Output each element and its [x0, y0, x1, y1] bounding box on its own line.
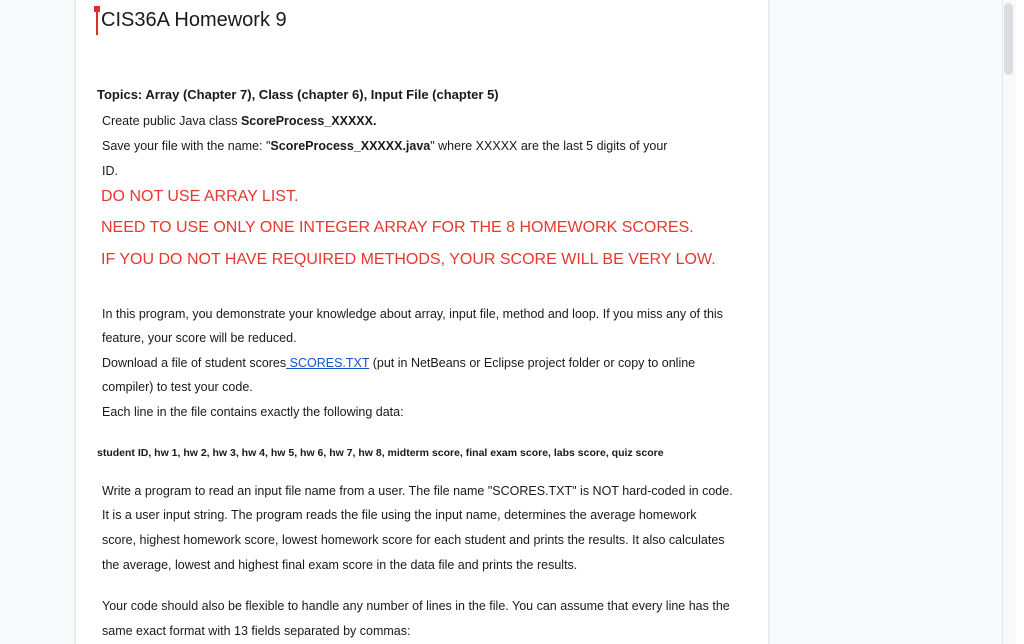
warning-one-integer-array: NEED TO USE ONLY ONE INTEGER ARRAY FOR THE 8 HOMEWORK SCORES. — [101, 219, 694, 236]
document-title: CIS36A Homework 9 — [101, 9, 287, 31]
download-line — [102, 356, 695, 370]
create-class-suffix: . — [372, 114, 377, 128]
intro-line-2: feature, your score will be reduced. — [102, 331, 297, 345]
save-file-line-cont: ID. — [102, 164, 118, 178]
warning-required-methods: IF YOU DO NOT HAVE REQUIRED METHODS, YOUR SCORE WILL BE VERY LOW. — [101, 251, 716, 268]
write-line-1: Write a program to read an input file name from a user. The file name "SCORES.TXT" is NOT hard-coded in code. — [102, 484, 733, 498]
download-prefix: Download a file of student scores — [102, 356, 287, 370]
create-class-line — [102, 114, 376, 128]
warning-no-array-list: DO NOT USE ARRAY LIST. — [101, 188, 299, 205]
create-class-prefix: Create public Java class — [102, 114, 241, 128]
save-file-prefix: Save your file with the name: " — [102, 139, 271, 153]
scores-file-link[interactable]: SCORES.TXT — [286, 356, 370, 370]
write-line-4: the average, lowest and highest final exam score in the data file and prints the results. — [102, 558, 578, 572]
text-cursor-marker — [96, 7, 98, 35]
save-file-name: ScoreProcess_XXXXX.java — [270, 139, 431, 153]
scrollbar-thumb[interactable] — [1004, 3, 1013, 75]
window-edge — [1016, 0, 1024, 644]
write-line-3: score, highest homework score, lowest homework score for each student and prints the results. It also calculates — [102, 533, 725, 547]
intro-line-1: In this program, you demonstrate your knowledge about array, input file, method and loop. If you miss any of this — [102, 307, 723, 321]
each-line-text: Each line in the file contains exactly the following data: — [102, 405, 404, 419]
fields-list: student ID, hw 1, hw 2, hw 3, hw 4, hw 5, hw 6, hw 7, hw 8, midterm score, final exam score, labs score, quiz score — [97, 447, 664, 459]
create-class-name: ScoreProcess_XXXXX — [240, 114, 373, 128]
flex-line-2: same exact format with 13 fields separated by commas: — [102, 624, 411, 638]
download-line-cont: compiler) to test your code. — [102, 380, 253, 394]
write-line-2: It is a user input string. The program reads the file using the input name, determines the average homework — [102, 508, 697, 522]
download-suffix: (put in NetBeans or Eclipse project folder or copy to online — [369, 356, 696, 370]
topics-heading: Topics: Array (Chapter 7), Class (chapter 6), Input File (chapter 5) — [97, 87, 499, 102]
save-file-line — [102, 139, 667, 153]
save-file-suffix: " where XXXXX are the last 5 digits of your — [430, 139, 668, 153]
vertical-scrollbar[interactable] — [1002, 0, 1017, 644]
flex-line-1: Your code should also be flexible to handle any number of lines in the file. You can assume that every line has the — [102, 599, 730, 613]
